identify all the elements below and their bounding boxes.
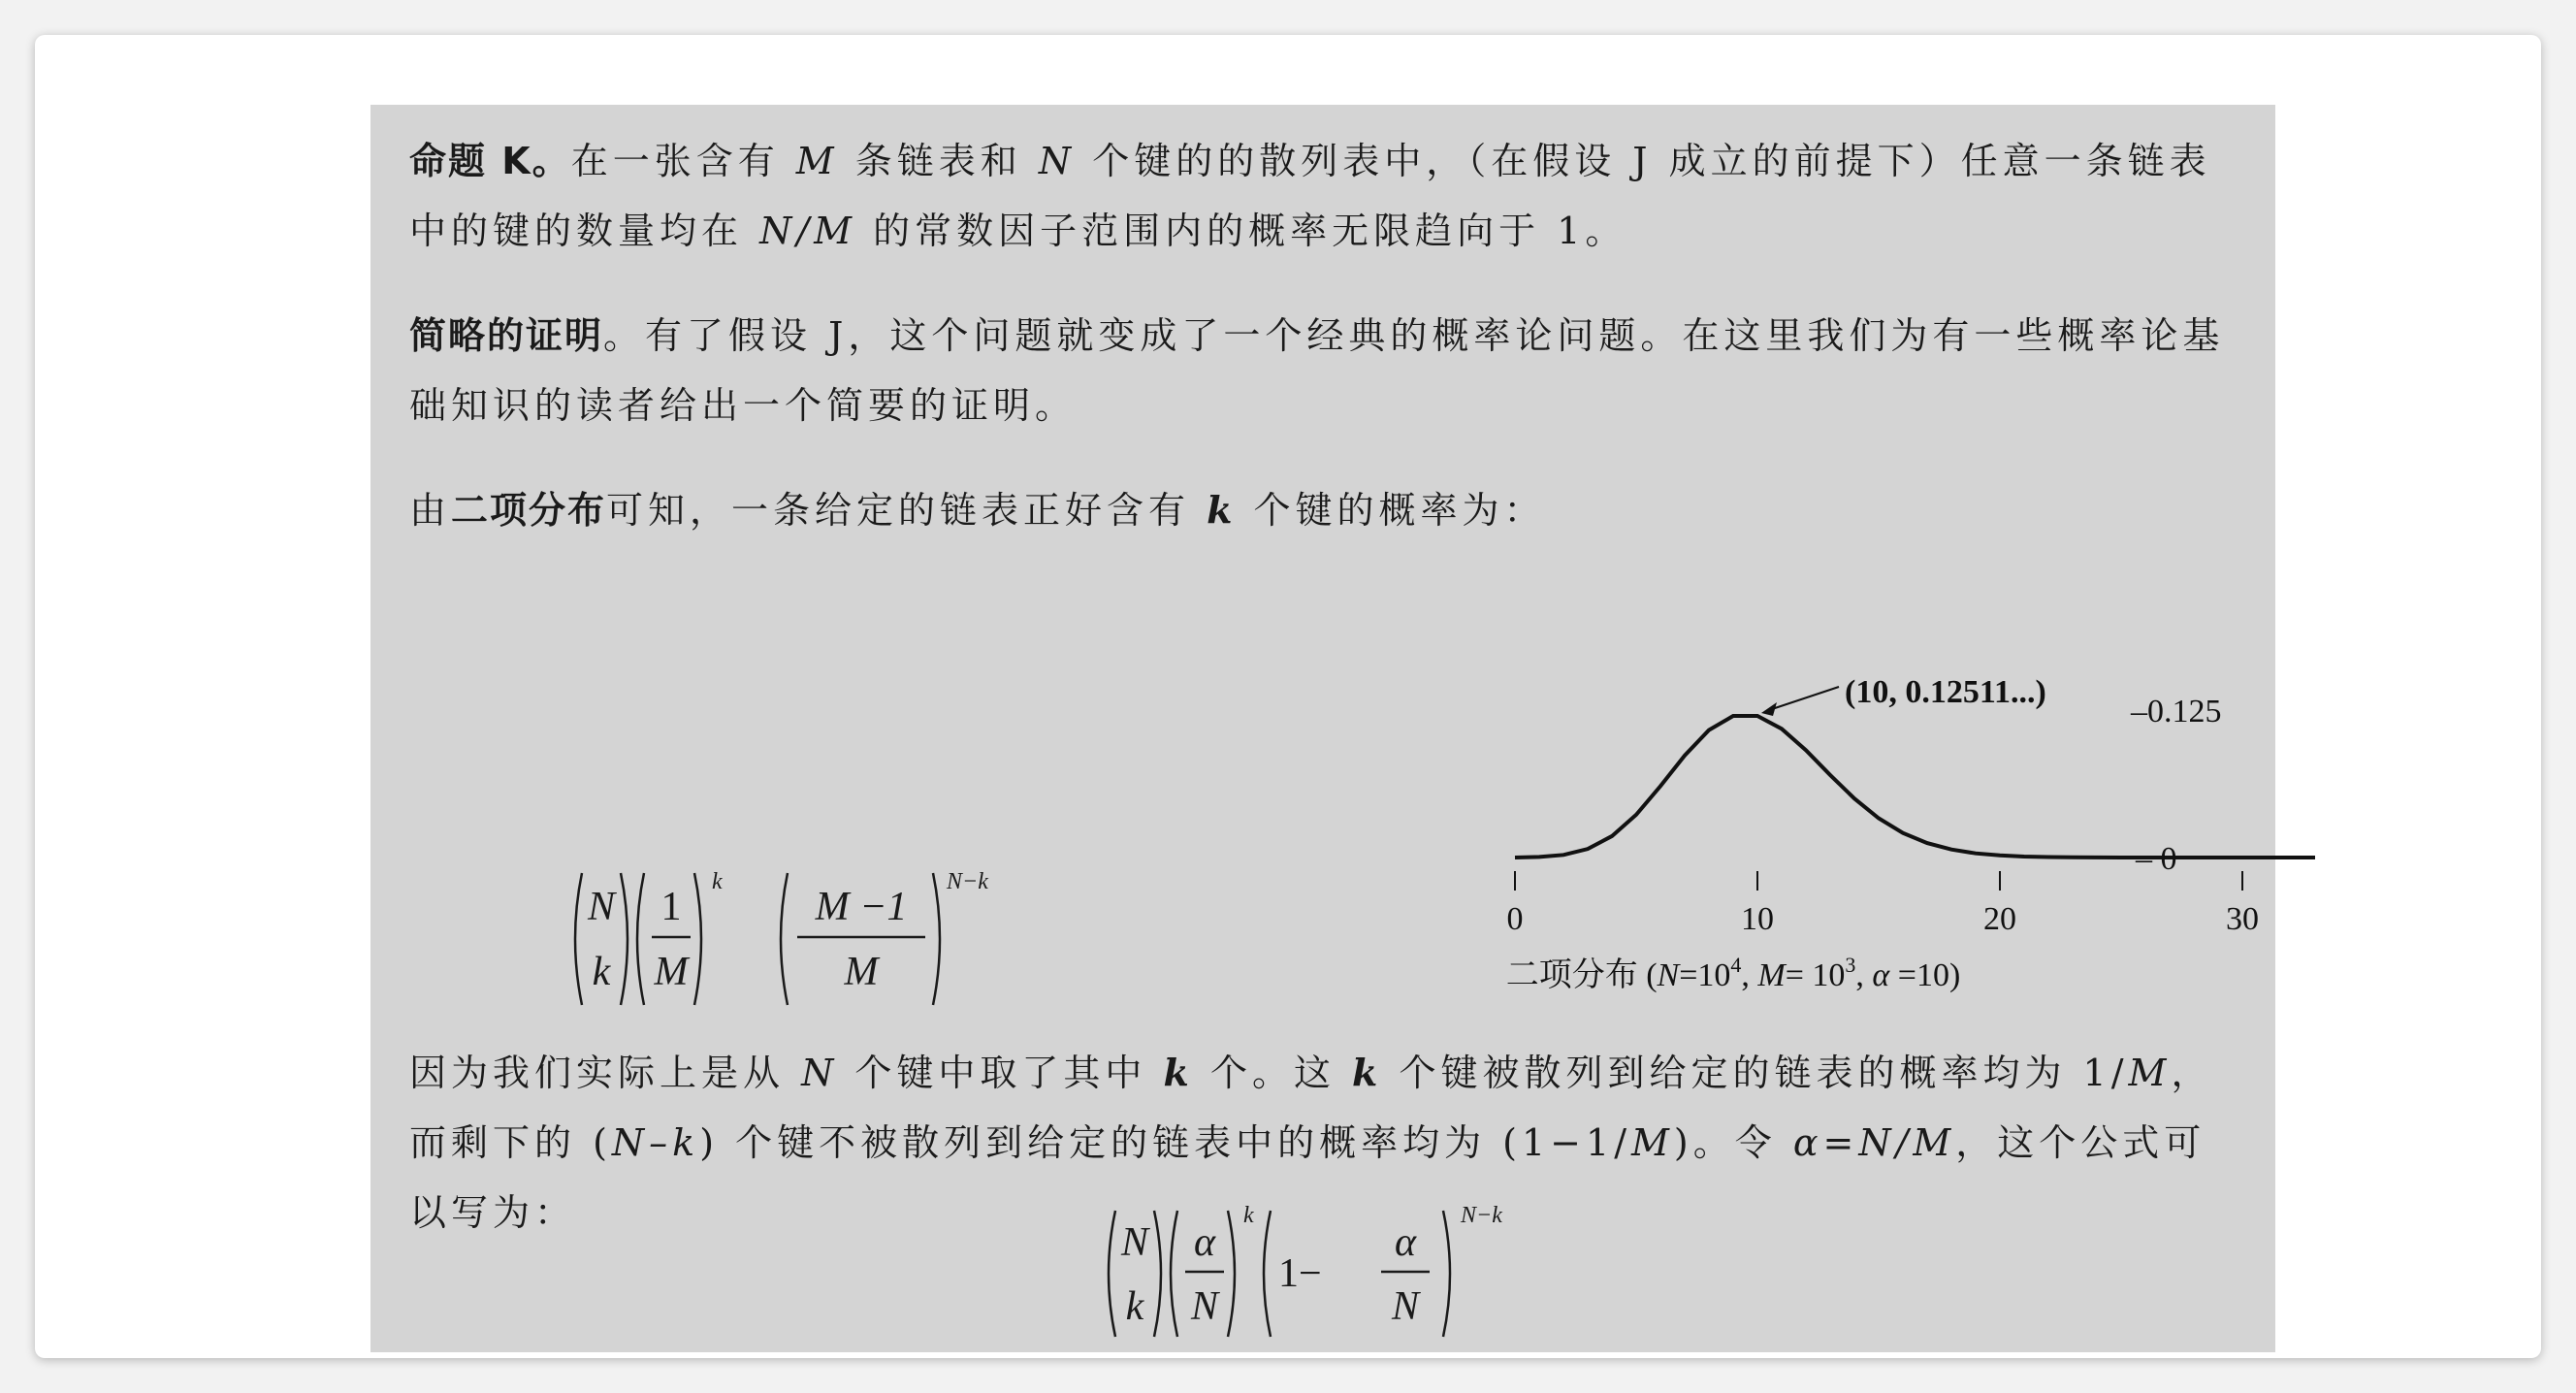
proof-label: 简略的证明 [409,314,604,357]
text: 因为我们实际上是从 [409,1052,802,1094]
x-tick-label: 30 [2226,901,2259,937]
x-tick-label: 20 [1983,901,2016,937]
binom-bottom: k [592,950,611,994]
fraction-numerator: α [1193,1220,1216,1265]
distribution-curve [1515,716,2315,858]
fraction-denominator: M [654,950,689,994]
text: 个键的的散列表中，（在假设 J 成立的前提下）任意一条链表中的键的数量均在 [409,140,2211,252]
math-var: k [1163,1051,1194,1094]
text: 个键的概率为： [1237,489,1546,532]
math-var: M [795,140,839,182]
math-var: N/M [759,210,857,252]
binomial-term: 二项分布 [451,489,607,532]
text: 在一张含有 [570,140,796,182]
exponent: k [1243,1203,1254,1228]
x-tick-label: 0 [1506,901,1524,937]
chart-caption: 二项分布 ($N=10^4$, $M= 10^3$, α =10) [1505,953,1961,993]
binomial-probability-formula [564,784,988,1017]
binom-bottom: k [1125,1284,1144,1329]
text: )。令 [1673,1121,1793,1164]
text: ，而剩下的 ( [409,1052,2213,1164]
text: 可知，一条给定的链表正好含有 [606,489,1208,532]
arrow-head [1761,702,1777,716]
math-var: N [801,1052,839,1094]
y-axis-label: –0.125 [2131,694,2222,729]
math-var: M [1631,1121,1674,1164]
binom-top: N [587,885,616,929]
math-var: k [1207,488,1238,532]
text: 个键中取了其中 [838,1052,1164,1094]
fraction-numerator: 1 [660,885,682,929]
fraction-denominator: N [1190,1284,1219,1329]
peak-annotation: (10, 0.12511...) [1845,674,2046,710]
proof-paragraph [409,301,2242,440]
fraction-numerator: M −1 [815,885,908,929]
proposition-paragraph [409,126,2242,266]
proposition-label: 命题 K。 [409,140,571,182]
fraction-numerator: α [1394,1220,1417,1265]
text: ) 个键不被散列到给定的链表中的概率均为 (1−1/ [699,1121,1631,1164]
exponent: N−k [947,869,988,894]
binom-top: N [1120,1220,1149,1265]
binomial-distribution-chart [1166,590,2259,1036]
fraction-denominator: M [844,950,879,994]
peak-annotation-arrow [1769,687,1839,710]
math-var: N–k [611,1121,700,1164]
binomial-intro [409,475,2242,545]
text: 的常数因子范围内的概率无限趋向于 1。 [856,210,1627,252]
alpha-formula [1098,1162,1525,1346]
text: 条链表和 [838,140,1039,182]
math-var: α=N/M [1792,1121,1956,1164]
document-card [35,35,2541,1358]
text: ，这个公式可以写为： [409,1121,2206,1234]
exponent: k [712,869,723,894]
text: 个。这 [1193,1052,1353,1094]
math-var: k [1352,1051,1383,1094]
text: 个键被散列到给定的链表的概率均为 1/ [1382,1052,2129,1094]
math-var: N [1038,140,1077,182]
y-axis-label: – 0 [2136,841,2177,877]
math-var: M [2128,1052,2172,1094]
exponent: N−k [1461,1203,1502,1228]
text: 。有了假设 J，这个问题就变成了一个经典的概率论问题。在这里我们为有一些概率论基础知识的读者给出一个简要的证明。 [409,314,2225,427]
text: 由 [409,489,452,532]
x-tick-label: 10 [1741,901,1774,937]
one-minus: 1− [1278,1251,1322,1296]
proposition-box [370,105,2275,1352]
fraction-denominator: N [1391,1284,1420,1329]
